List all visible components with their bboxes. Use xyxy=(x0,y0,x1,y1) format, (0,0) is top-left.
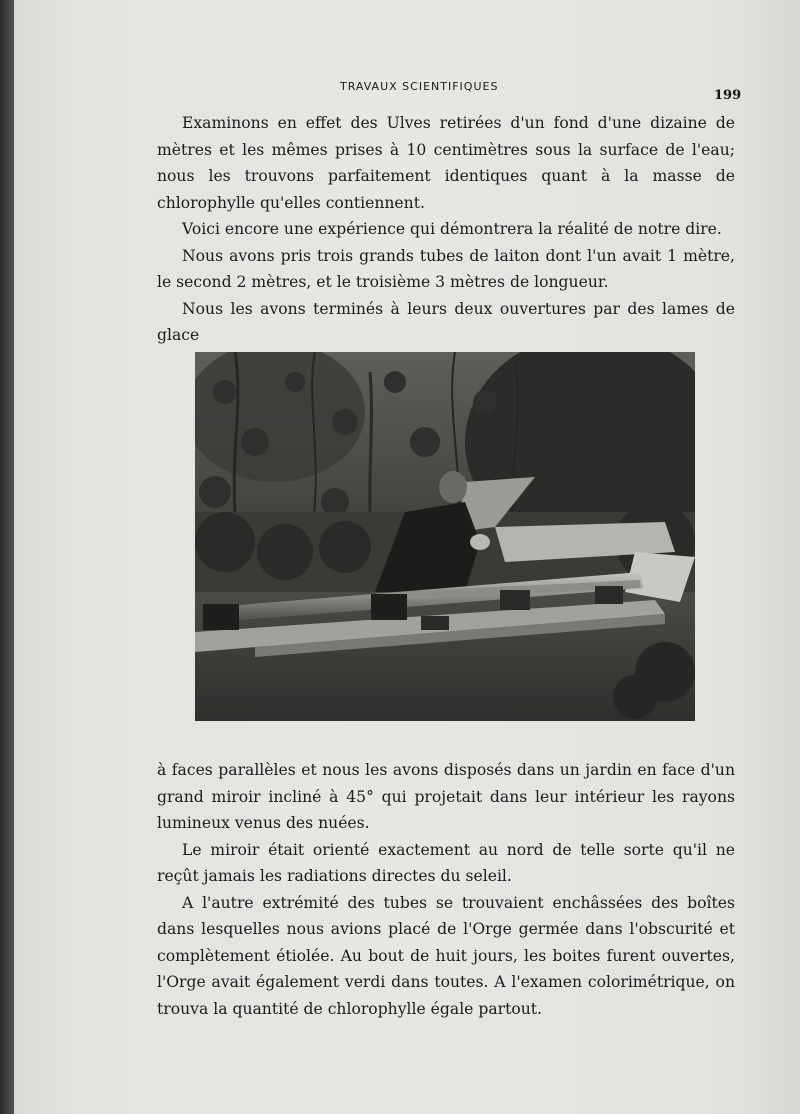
paragraph: A l'autre extrémité des tubes se trouvaient enchâssées des boîtes dans lesquelles nous avions placé de l'Orge germée dans l'obscurité et complètement étiolée. Au bout de huit jours, les boites furent ouvertes, l'Orge avait également verdi dans toutes. A l'examen colorimétrique, on trouva la quantité de chlorophylle égale partout. xyxy=(157,893,735,1018)
scan-edge xyxy=(0,0,14,1114)
text-block-bottom xyxy=(157,757,735,1022)
paragraph: Examinons en effet des Ulves retirées d'un fond d'une dizaine de mètres et les mêmes prises à 10 centimètres sous la surface de l'eau; nous les trouvons parfaitement identiques quant à la masse de chlorophylle qu'elles contiennent. xyxy=(157,114,735,212)
paragraph: Nous les avons terminés à leurs deux ouvertures par des lames de glace xyxy=(157,299,735,344)
garden-experiment-photo xyxy=(195,352,695,721)
text-block-top xyxy=(157,110,735,349)
page-number: 199 xyxy=(714,88,742,103)
paragraph: Voici encore une expérience qui démontrera la réalité de notre dire. xyxy=(182,220,722,238)
paragraph: Le miroir était orienté exactement au nord de telle sorte qu'il ne reçût jamais les radiations directes du seleil. xyxy=(157,840,735,885)
running-title: TRAVAUX SCIENTIFIQUES xyxy=(340,80,499,93)
paragraph: à faces parallèles et nous les avons disposés dans un jardin en face d'un grand miroir incliné à 45° qui projetait dans leur intérieur les rayons lumineux venus des nuées. xyxy=(157,761,735,832)
paragraph: Nous avons pris trois grands tubes de laiton dont l'un avait 1 mètre, le second 2 mètres, et le troisième 3 mètres de longueur. xyxy=(157,246,735,291)
